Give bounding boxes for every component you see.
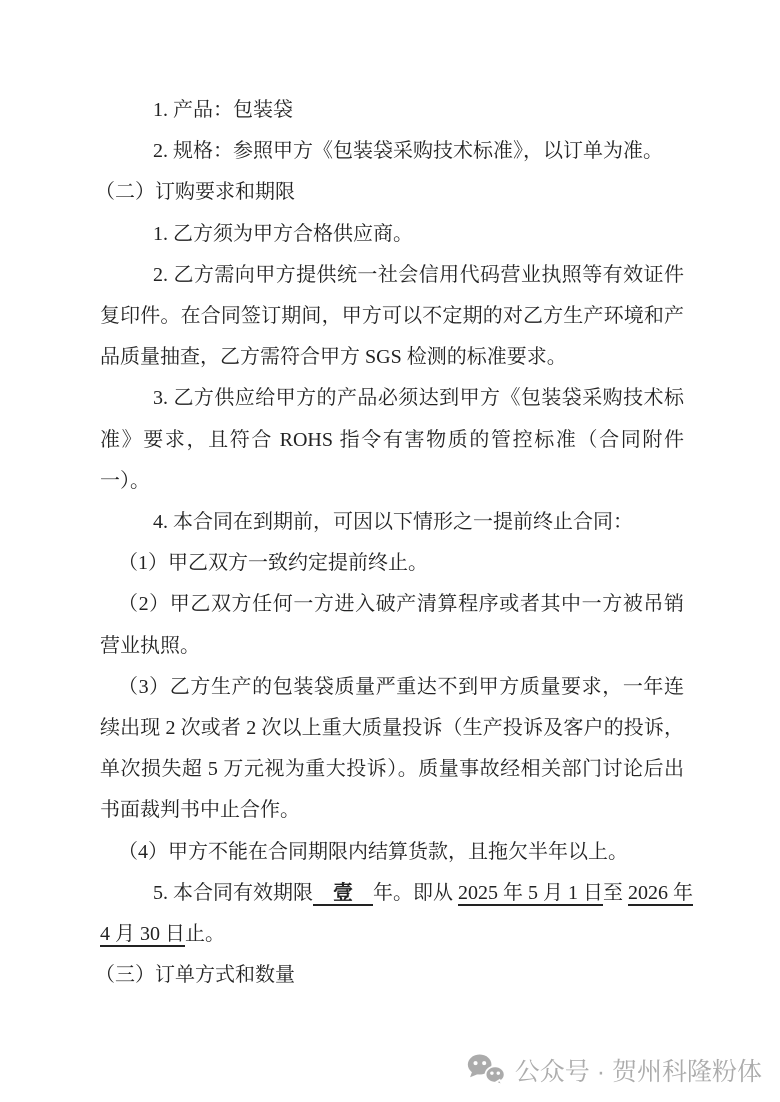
clause-termination-item-2: （2）甲乙双方任何一方进入破产清算程序或者其中一方被吊销营业执照。 [100,593,684,657]
contract-body [95,90,693,996]
term-date-end-year: 2026 年 [628,881,693,904]
section-heading-order-requirements: （二）订购要求和期限 [95,181,295,204]
clause-license-and-inspection: 2. 乙方需向甲方提供统一社会信用代码营业执照等有效证件复印件。在合同签订期间，甲方可以不定期的对乙方生产环境和产品质量抽查，乙方需符合甲方 SGS 检测的标准要求。 [100,263,684,369]
watermark-label: 公众号 · 贺州科隆粉体 [514,1058,762,1086]
term-date-end-monthday: 4 月 30 日 [100,923,185,946]
clause-spec: 2. 规格：参照甲方《包装袋采购技术标准》，以订单为准。 [153,140,663,163]
term-connector: 至 [603,881,628,904]
term-after-blank: 年。即从 [373,881,458,904]
term-prefix: 5. 本合同有效期限 [153,881,313,904]
term-blank-value: 壹 [313,882,373,906]
wechat-icon [466,1052,506,1088]
clause-termination-item-1: （1）甲乙双方一致约定提前终止。 [118,552,428,575]
term-suffix: 止。 [185,923,225,946]
term-date-start: 2025 年 5 月 1 日 [458,881,603,904]
section-heading-order-method: （三）订单方式和数量 [95,964,295,987]
clause-standards-rohs: 3. 乙方供应给甲方的产品必须达到甲方《包装袋采购技术标准》要求，且符合 ROHS 指令有害物质的管控标准（合同附件一）。 [100,387,684,492]
clause-early-termination-intro: 4. 本合同在到期前，可因以下情形之一提前终止合同： [153,511,633,534]
clause-contract-term [100,873,693,955]
wechat-watermark [466,1050,762,1090]
clause-termination-item-3: （3）乙方生产的包装袋质量严重达不到甲方质量要求，一年连续出现 2 次或者 2 次以上重大质量投诉（生产投诉及客户的投诉，单次损失超 5 万元视为重大投诉）。质量事故经相关部门讨论后出书面裁判书中止合作。 [100,675,684,822]
clause-termination-item-4: （4）甲方不能在合同期限内结算货款，且拖欠半年以上。 [118,840,628,863]
clause-product: 1. 产品：包装袋 [153,99,293,121]
term-line-1 [153,882,693,906]
clause-qualified-supplier: 1. 乙方须为甲方合格供应商。 [153,222,413,245]
